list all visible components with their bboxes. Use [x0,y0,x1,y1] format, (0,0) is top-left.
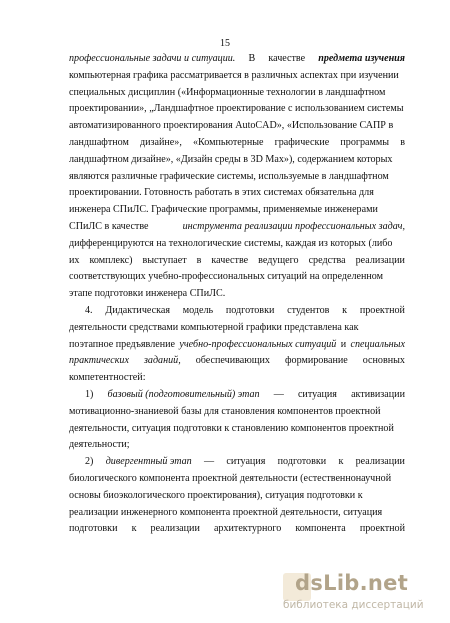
text-fragment: дифференцируются на технологические системы, каждая из которых (либо [69,237,393,249]
text-fragment: специальных [350,338,405,350]
text-line [69,337,405,354]
text-line [69,68,405,85]
text-line [69,437,405,454]
text-fragment: ситуация [226,456,266,468]
text-line [69,488,405,505]
text-fragment: соответствующих учебно-профессиональных ситуаций на определенном [69,271,384,283]
text-fragment: реализации [355,456,405,468]
text-fragment: реализации [355,254,405,266]
text-line [69,185,405,202]
text-fragment: 4. [85,304,93,316]
text-fragment: графические [274,136,330,148]
text-fragment: СПиЛС в качестве [69,220,149,232]
text-fragment: программы [340,136,390,148]
text-line [69,269,405,286]
text-fragment: инструмента реализации профессиональных задач, [182,220,405,232]
text-fragment: — [204,456,215,468]
text-fragment: выступает [142,254,187,266]
text-fragment: Дидактическая [105,304,170,316]
text-fragment: являются различные графические системы, используемые в ландшафтном [69,170,389,182]
text-fragment: компонента [295,523,346,535]
text-fragment: специальных дисциплин («Информационные технологии в ландшафтном [69,86,386,98]
text-line [69,152,405,169]
text-fragment: архитектурного [213,523,282,535]
text-fragment: биологического компонента проектной деятельности (естественнонаучной [69,472,392,484]
text-fragment: заданий, [143,355,181,367]
text-fragment: базовый (подготовительный) этап [107,388,260,400]
text-fragment: учебно-профессиональных ситуаций [179,338,337,350]
text-fragment: 1) [85,388,94,400]
watermark-subtitle: библиотека диссертаций [283,599,424,611]
text-fragment: к [131,523,137,535]
text-fragment: профессиональные задачи и ситуации. [69,53,236,64]
text-line [69,169,405,186]
text-line [69,505,405,522]
text-fragment: В [248,53,256,64]
text-line [69,404,405,421]
text-fragment: реализации [150,523,200,535]
text-fragment: комплекс) [89,254,133,266]
text-line [69,387,405,404]
text-fragment: этапе подготовки инженера СПиЛС. [69,288,226,300]
text-fragment: компетентностей: [69,372,146,384]
text-line [69,454,405,471]
text-fragment: проектировании», „Ландшафтное проектирование с использованием системы [69,103,404,115]
body-text [69,51,405,538]
text-fragment: активизации [351,388,405,400]
text-line [69,370,405,387]
text-fragment: качестве [268,53,306,64]
text-fragment: ландшафтном дизайне», «Дизайн среды в 3D Max»), содержанием которых [69,153,393,165]
text-fragment: основных [362,355,405,367]
text-fragment: деятельности, ситуация подготовки к становлению компонентов проектной [69,422,394,434]
text-fragment: инженера СПиЛС. Графические программы, применяемые инженерами [69,204,378,216]
text-fragment: ведущего [258,254,299,266]
text-line [69,202,405,219]
text-line [69,353,405,370]
watermark-title: dsLib.net [295,571,409,595]
text-line [69,320,405,337]
text-fragment: — [273,388,284,400]
text-fragment: «Компьютерные [192,136,264,148]
text-fragment: дивергентный этап [105,456,192,468]
text-fragment: ландшафтном [69,136,129,148]
text-fragment: проектной [359,523,405,535]
text-fragment: ситуация [297,388,337,400]
text-fragment: практических [69,355,129,367]
text-fragment: качестве [211,254,249,266]
text-fragment: предмета изучения [318,53,405,64]
text-line [69,521,405,538]
text-line [69,286,405,303]
text-fragment: проектной [359,304,405,316]
text-line [69,219,405,236]
text-fragment: поэтапное предъявление [69,338,175,350]
text-fragment: автоматизированного проектирования AutoCAD», «Использование САПР в [69,120,394,132]
text-line [69,51,405,68]
text-line [69,135,405,152]
text-fragment: формирование [284,355,348,367]
text-fragment: 2) [85,456,94,468]
text-fragment: средства [308,254,346,266]
text-line [69,471,405,488]
text-fragment: в [196,254,202,266]
text-fragment: проектировании. Готовность работать в этих системах обязательна для [69,187,374,199]
text-fragment: мотивационно-знаниевой базы для становления компонентов проектной [69,405,381,417]
text-line [69,85,405,102]
text-fragment: студентов [287,304,330,316]
page-number: 15 [220,38,230,49]
watermark-logo [283,571,443,615]
text-fragment: реализации инженерного компонента проектной деятельности, ситуация [69,506,383,518]
text-fragment: их [69,254,80,266]
text-fragment: подготовки [277,456,327,468]
text-fragment: компьютерная графика рассматривается в различных аспектах при изучении [69,69,399,81]
text-line [69,236,405,253]
text-fragment: в [400,136,405,148]
text-line [69,101,405,118]
text-fragment: подготовки [225,304,275,316]
text-fragment: основы биоэкологического проектирования), ситуация подготовки к [69,489,363,501]
text-fragment: к [338,456,344,468]
text-fragment: деятельности средствами компьютерной графики представлена как [69,321,359,333]
text-line [69,303,405,320]
text-fragment: подготовки [69,523,118,535]
text-line [69,253,405,270]
text-fragment: к [342,304,348,316]
text-fragment: модель [182,304,214,316]
text-fragment: деятельности; [69,439,130,451]
text-fragment: и [340,338,347,350]
text-line [69,118,405,135]
text-line [69,421,405,438]
text-fragment: дизайне», [140,136,182,148]
text-fragment: обеспечивающих [195,355,270,367]
